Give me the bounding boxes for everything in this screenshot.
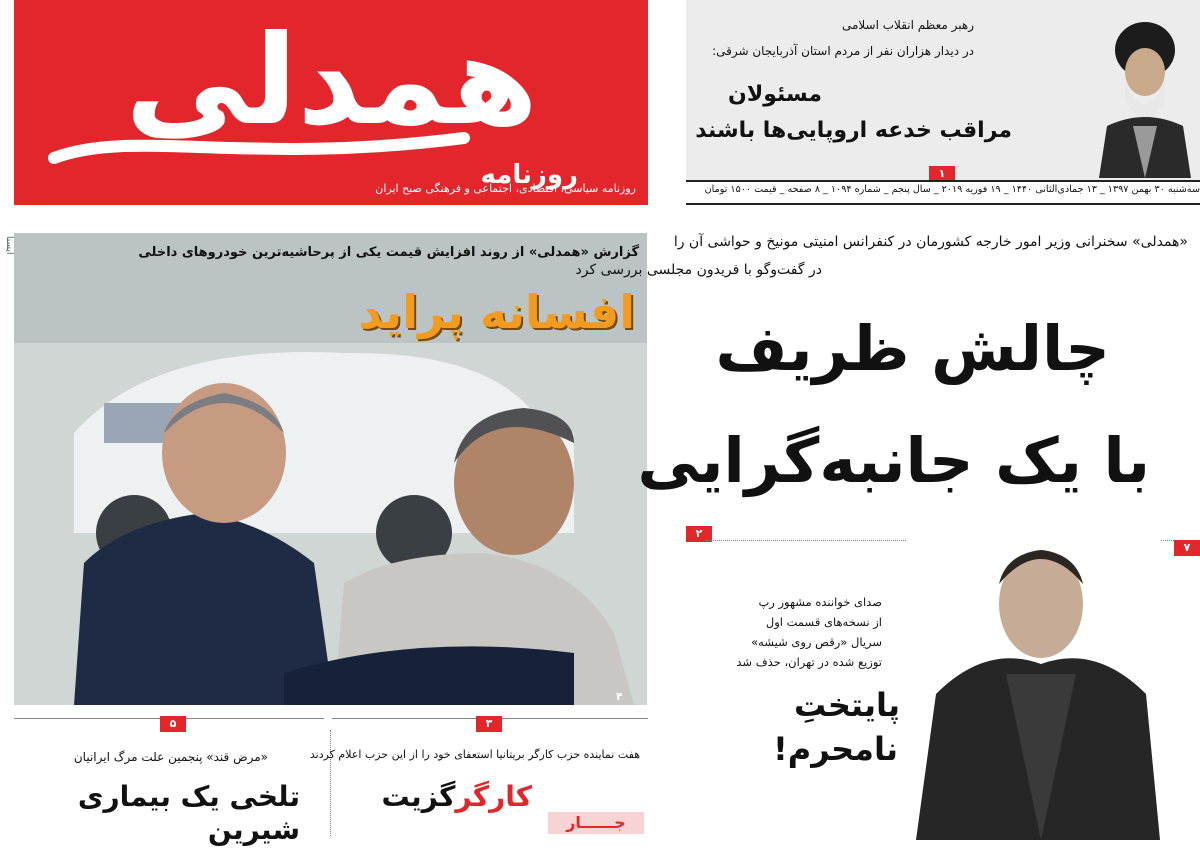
masthead-tagline: روزنامه سیاسی، اقتصادی، اجتماعی و فرهنگی صبح ایران xyxy=(375,182,636,195)
photo-credit: ایسنا xyxy=(4,236,14,255)
logo-swash-decoration xyxy=(44,118,474,168)
photo-story-kicker: گزارش «همدلی» از روند افزایش قیمت یکی از پرحاشیه‌ترین خودروهای داخلی xyxy=(138,245,639,260)
leader-kicker-subtitle: در دیدار هزاران نفر از مردم استان آذربایجان شرقی: xyxy=(712,44,974,58)
masthead xyxy=(14,0,648,205)
rap-story-kicker xyxy=(736,592,882,672)
page-number-badge: ۱ xyxy=(929,166,955,182)
box-separator xyxy=(330,730,331,836)
photo-story-headline[interactable]: افسانه پراید xyxy=(358,285,635,339)
lead-story-page-badge: ۲ xyxy=(686,526,712,542)
labour-headline-black: گزیت xyxy=(381,780,456,813)
newspaper-logo: همدلی xyxy=(125,9,538,153)
sugar-headline[interactable]: تلخی یک بیماری شیرین xyxy=(77,780,300,846)
sugar-kicker: «مرض قند» پنجمین علت مرگ ایرانیان xyxy=(73,750,268,764)
rapper-photo xyxy=(906,524,1160,840)
dateline-bottom-rule xyxy=(686,203,1200,205)
lead-story-kicker-line2: در گفت‌وگو با فریدون مجلسی بررسی کرد xyxy=(575,262,822,278)
leader-headline-line2: مراقب خدعه اروپایی‌ها باشند xyxy=(695,118,1012,143)
sugar-page-badge: ۵ xyxy=(160,716,186,732)
leader-kicker-title: رهبر معظم انقلاب اسلامی xyxy=(841,18,974,32)
dateline: سه‌شنبه ۳۰ بهمن ۱۳۹۷ _ ۱۳ جمادی‌الثانی ۱۴۴۰ _ ۱۹ فوریه ۲۰۱۹ _ سال پنجم _ شماره ۱۰۹۴ _ ۸ صفحه _ قیمت ۱۵۰۰ تومان xyxy=(704,184,1200,195)
rap-headline-line2[interactable]: نامحرم! xyxy=(773,730,898,768)
rap-story-page-badge: ۷ xyxy=(1174,540,1200,556)
labour-headline[interactable] xyxy=(382,780,532,813)
rap-kicker-line: از نسخه‌های قسمت اول xyxy=(765,615,882,629)
photo-story-image[interactable] xyxy=(14,233,647,705)
newspaper-subtitle: روزنامه xyxy=(480,160,578,190)
leader-headline-line1: مسئولان xyxy=(728,82,822,107)
photo-page-number: ۴ xyxy=(616,690,623,703)
lead-story-headline-line2[interactable]: با یک جانبه‌گرایی xyxy=(637,424,1150,497)
column-tag: جــــــار xyxy=(548,812,644,834)
rap-kicker-line: صدای خواننده مشهور رپ xyxy=(758,595,882,609)
labour-page-badge: ۳ xyxy=(476,716,502,732)
dateline-top-rule xyxy=(686,180,1200,182)
lead-story-kicker-line1: «همدلی» سخنرانی وزیر امور خارجه کشورمان در کنفرانس امنیتی مونیخ و حواشی آن را xyxy=(673,234,1188,250)
rap-kicker-line: سریال «رقص روی شیشه» xyxy=(751,635,882,649)
rap-headline-line1[interactable]: پایتختِ xyxy=(793,686,900,724)
rap-kicker-line: توزیع شده در تهران، حذف شد xyxy=(736,655,882,669)
labour-headline-red: کارگر xyxy=(455,780,532,813)
labour-kicker: هفت نماینده حزب کارگر بریتانیا استعفای خود را از این حزب اعلام کردند xyxy=(309,748,640,761)
lead-story-headline-line1[interactable]: چالش ظریف xyxy=(715,312,1110,385)
leader-portrait xyxy=(1093,8,1193,178)
